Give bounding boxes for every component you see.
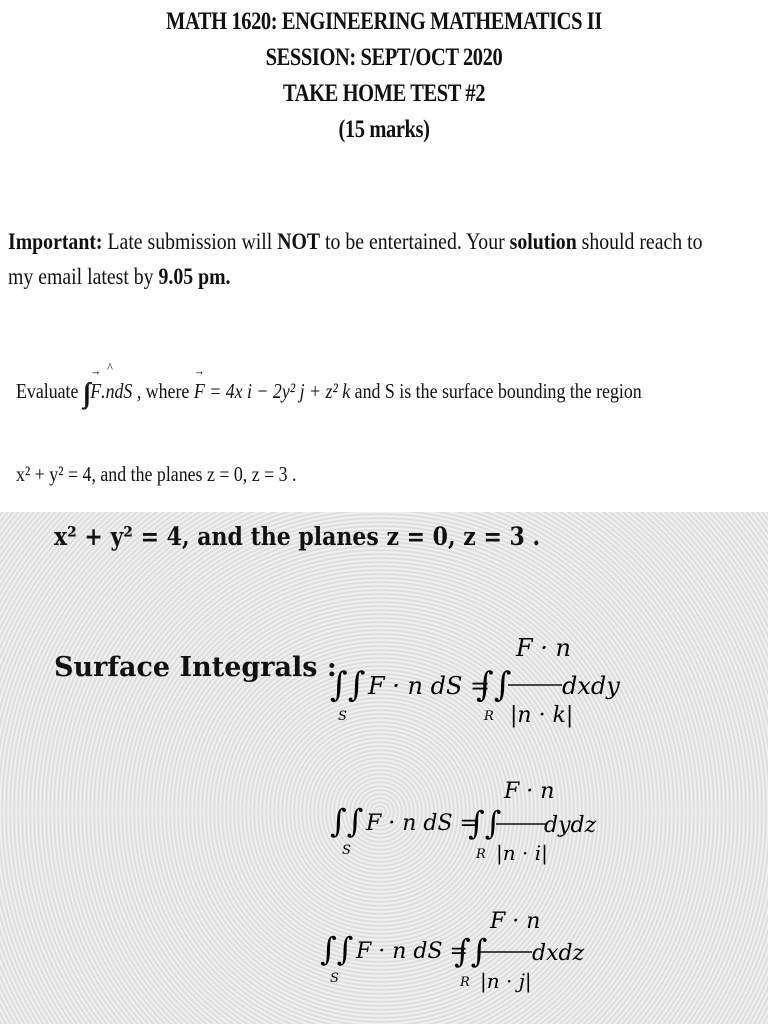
double-integral-symbol-r: ∫∫ — [468, 804, 502, 842]
numerator: F · n — [490, 909, 541, 934]
subscript-r: R — [484, 709, 494, 724]
region-definition: x² + y² = 4, and the planes z = 0, z = 3 . — [16, 462, 297, 486]
subscript-s: S — [330, 971, 339, 986]
double-integral-symbol-r: ∫∫ — [454, 932, 488, 970]
lhs-integrand: F · n dS = — [368, 672, 491, 700]
differential: dxdy — [562, 672, 620, 700]
surface-integrals-label: Surface Integrals : — [54, 652, 337, 683]
question-tail: and S is the surface bounding the region — [354, 379, 642, 403]
subscript-s: S — [342, 843, 351, 858]
note-solution: solution — [509, 229, 577, 254]
double-integral-symbol: ∫∫ — [330, 802, 364, 840]
test-title: TAKE HOME TEST #2 — [282, 80, 486, 107]
note-text-1: Late submission will — [107, 229, 273, 254]
subscript-r: R — [460, 975, 470, 990]
numerator: F · n — [516, 634, 571, 662]
double-integral-symbol: ∫∫ — [320, 930, 354, 968]
question-line-2 — [16, 462, 296, 487]
note-text-4: my email latest by — [8, 264, 154, 289]
numerator: F · n — [504, 779, 555, 804]
denominator: |n · k| — [510, 703, 574, 728]
course-title: MATH 1620: ENGINEERING MATHEMATICS II — [166, 8, 602, 35]
lhs-integrand: F · n dS = — [366, 811, 478, 836]
unit-normal-n: ^ n — [106, 379, 115, 404]
note-not: NOT — [277, 229, 321, 254]
session-line: SESSION: SEPT/OCT 2020 — [265, 44, 503, 71]
question-line-1: Evaluate ∫∫ → F.^ ndS , where → F = 4x i − 2y² j + z² k and S is the surface bounding the region — [16, 378, 642, 410]
note-deadline: 9.05 pm. — [158, 264, 231, 289]
formula-dxdz — [320, 902, 640, 1027]
where-word: , where — [136, 379, 190, 403]
denominator: |n · i| — [496, 841, 548, 865]
vector-f: → F — [90, 379, 101, 404]
lhs-integrand: F · n dS = — [356, 939, 468, 964]
important-note — [8, 224, 703, 294]
subscript-r: R — [476, 847, 486, 862]
important-label: Important: — [8, 229, 103, 254]
double-integral-symbol-r: ∫∫ — [476, 665, 512, 705]
subscript-s: S — [338, 709, 347, 724]
differential: dxdz — [532, 941, 585, 966]
test-header — [0, 4, 768, 148]
denominator: |n · j| — [480, 969, 532, 993]
note-text-3: should reach to — [581, 229, 703, 254]
double-integral-symbol: ∫∫ — [82, 378, 86, 409]
formula-dxdy — [330, 612, 650, 747]
restated-region: x² + y² = 4, and the planes z = 0, z = 3 . — [54, 522, 541, 551]
evaluate-word: Evaluate — [16, 379, 79, 403]
marks-line: (15 marks) — [338, 116, 430, 143]
differential: dydz — [544, 813, 597, 838]
vector-f-definition: → F — [194, 379, 205, 404]
solution-notes — [0, 512, 768, 1024]
field-expression: = 4x i − 2y² j + z² k — [209, 379, 351, 403]
formula-dydz — [330, 762, 650, 897]
note-text-2: to be entertained. Your — [325, 229, 505, 254]
double-integral-symbol: ∫∫ — [330, 665, 366, 705]
test-sheet — [0, 0, 768, 512]
